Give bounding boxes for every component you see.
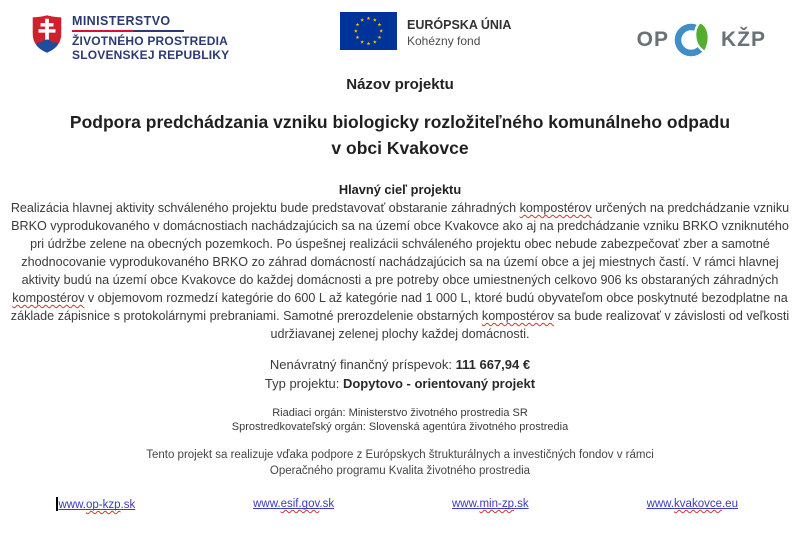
project-type-line [0, 374, 800, 393]
ministry-logo [30, 12, 298, 62]
managing-authority-line: Riadiaci orgán: Ministerstvo životného prostredia SR [272, 407, 528, 419]
authorities-block [0, 406, 800, 434]
slovak-coat-of-arms-icon [30, 12, 64, 56]
link-wrap-opkzp [56, 495, 135, 513]
ministry-name-line2: ŽIVOTNÉHO PROSTREDIA [72, 34, 229, 48]
goal-paragraph: Realizácia hlavnej aktivity schváleného projektu bude predstavovať obstaranie záhradných kompostérov určených na predchádzanie vzniku BRKO vyprodukovaného v domácnostiach nachádzajúcich sa na území obce Kvakovce ako aj na predchádzanie vzniku BRKO vzniknutého pri údržbe zelene na obecných pozemkoch. Po úspešnej realizácii schváleného projektu obec nebude zabezpečovať zber a samotné zhodnocovanie vyprodukovaného BRKO zo záhrad domácností nachádzajúcich sa na území obce a jej miestnych častí. V rámci hlavnej aktivity budú na území obce Kvakovce do každej domácnosti a pre potreby obce umiestnených celkovo 906 ks obstaraných záhradných kompostérov v objemovom rozmedzí kategórie do 600 L až kategórie nad 1 000 L, ktoré budú obyvateľom obce poskytnuté bezodplatne na základe zápisnice s protokolárnymi prebraniami. Samotné prerozdelenie obstarných kompostérov sa bude realizovať v závislosti od veľkosti udržiavanej zelenej plochy každej domácnosti. [10, 201, 790, 341]
eu-subtitle: Kohézny fond [407, 34, 481, 48]
section-title: Názov projektu [346, 76, 454, 93]
eu-flag-icon [340, 12, 397, 50]
grant-line [0, 355, 800, 374]
opkzp-suffix: KŽP [721, 28, 766, 51]
links-row [0, 495, 800, 513]
link-min-zp[interactable]: www.min-zp.sk [451, 498, 529, 510]
grant-label: Nenávratný finančný príspevok: [269, 357, 452, 372]
grant-value: 111 667,94 € [455, 357, 531, 372]
goal-heading: Hlavný cieľ projektu [338, 182, 462, 197]
text-cursor [56, 497, 58, 511]
ministry-name [72, 12, 229, 62]
opkzp-logo [637, 12, 766, 60]
grant-block [0, 355, 800, 393]
link-esif[interactable]: www.esif.gov.sk [253, 498, 335, 510]
opkzp-prefix: OP [636, 28, 669, 51]
ministry-name-line1: MINISTERSTVO [72, 14, 171, 28]
logo-header [0, 0, 800, 62]
project-title [0, 109, 800, 161]
ministry-name-line3: SLOVENSKEJ REPUBLIKY [72, 48, 230, 62]
ministry-underline [72, 30, 184, 32]
support-statement [0, 447, 800, 479]
opkzp-ring-leaf-icon [674, 20, 716, 60]
project-title-line1: Podpora predchádzania vzniku biologicky rozložiteľného komunálneho odpadu [69, 112, 731, 132]
eu-logo [340, 12, 511, 50]
support-line-1: Tento projekt sa realizuje vďaka podpore z Európskych štrukturálnych a investičných fondov v rámci [146, 449, 654, 461]
support-line-2: Operačného programu Kvalita životného prostredia [269, 465, 531, 477]
project-title-line2: v obci Kvakovce [331, 138, 469, 158]
project-type-label: Typ projektu: [264, 376, 340, 391]
intermediate-body-line: Sprostredkovateľský orgán: Slovenská agentúra životného prostredia [231, 421, 569, 433]
project-type-value: Dopytovo - orientovaný projekt [342, 376, 536, 391]
link-op-kzp[interactable]: www.op-kzp.sk [58, 499, 136, 511]
link-kvakovce[interactable]: www.kvakovce.eu [646, 498, 738, 510]
eu-title: EURÓPSKA ÚNIA [407, 18, 512, 32]
